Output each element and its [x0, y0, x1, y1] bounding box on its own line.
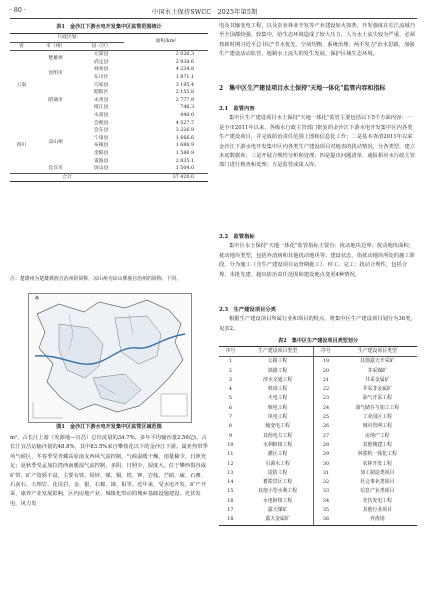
table2-type: 火电工程 [267, 395, 288, 402]
table1-county: 宁南县 [94, 135, 109, 141]
table2-row [219, 385, 417, 394]
table2-no-right: 24 [314, 404, 338, 413]
table1-county: 屏山县 [94, 166, 109, 172]
table2-type: 输变电工程 [265, 423, 290, 430]
table2-type-right: 其他露天开采矿 [360, 358, 395, 365]
table1-city: 昆明市 [48, 71, 63, 77]
table2-type: 机场工程 [267, 386, 288, 393]
table2-row [219, 506, 417, 515]
table1-area: 2 835.1 [175, 158, 194, 164]
section2 [219, 84, 417, 94]
table1-head-province: 省 [10, 42, 33, 51]
table2 [219, 346, 417, 526]
table2-no: 14 [227, 479, 234, 486]
table2-no-right: 26 [314, 422, 338, 431]
table2-type-right: 社会事业类项目 [360, 479, 395, 486]
right-paragraph: 电及其输变电工程，以及农业林业开发等产业建设如火如荼，开发强度在长江流域乃至全国都较强、较集中，给生态环境造成了较大压力，人为水土流失较为严重，必须按新时期习近平总书记"节水优先、空间均衡、系统治理、两手发力"治水思路，加强生产建设活动监管，遏制水土流失的发生发展，保护区域生态环境。 [219, 23, 415, 58]
table2-no-right: 33 [314, 487, 338, 496]
table2-head-no-2: 序号 [314, 347, 338, 357]
table1 [10, 33, 208, 182]
section23-text: 根据生产建设项目所属行业和项目的特点，将集中区生产建设项目划分为36类，见表2。 [219, 316, 416, 332]
section22-title: 2.2 监管指标 [219, 234, 255, 240]
table2-no: 1 [228, 358, 232, 365]
table2-row [219, 432, 417, 441]
section21-text: 集中区生产建设项目水土保持"天地一体化"监管主要包括以下5个方面内容：一是全市2011年以来，各级水行政主管部门批复的金沙江下游水电开发集中区内各类生产建设项目，并完成防治责任范围上图和信息化工作；二是基本查清2011年以来金沙江下游水电开发集中区内各类生产建设项目对地表的扰动情况，分各类型，建立本底数据库；三是开展合规性分析和处理；四是提出问题清单，通报相应水行政主管部门进行核查和处理；五是监管成果入库。 [219, 115, 415, 169]
table2-head-type-2: 生产建设项目类型 [338, 347, 417, 357]
table2-row [219, 515, 417, 525]
table2-no-right: 32 [314, 478, 338, 487]
journal-title: 中国水土保持SWCC 2025年第5期 [152, 9, 258, 16]
header-rule [10, 18, 417, 19]
page-number: · 80 · [10, 7, 26, 14]
table2-type: 风电工程 [267, 414, 288, 421]
table1-area: 2 938.6 [175, 59, 194, 65]
table1-row [10, 51, 208, 59]
table2-type: 其他电力工程 [262, 432, 293, 439]
section23-title: 2.3 生产建设项目分类 [219, 307, 276, 313]
table2-type: 引调水工程 [265, 460, 290, 467]
table2-head-type: 生产建设项目类型 [242, 347, 314, 357]
region-map [28, 293, 192, 423]
table2-row [219, 478, 417, 487]
table2-no: 13 [227, 469, 234, 476]
table1-area: 2 155.8 [175, 90, 194, 96]
table2-no: 4 [228, 386, 232, 393]
section21-title: 2.1 监管内容 [219, 106, 255, 112]
table2-type-right: 林浆纸一体化工程 [357, 451, 397, 458]
table2-row [219, 422, 417, 431]
table2-type: 灌区工程 [267, 451, 288, 458]
table1-county: 永善县 [94, 97, 109, 103]
table2-type-right: 信息产业类项目 [360, 488, 395, 495]
table2-no-right: 28 [314, 441, 338, 450]
section22 [219, 233, 417, 280]
table2-no: 11 [227, 451, 234, 458]
table2-type: 公路工程 [267, 358, 288, 365]
table1-province: 云南 [16, 82, 27, 88]
table1-row [10, 120, 208, 128]
table2-no: 12 [227, 460, 234, 467]
table2-no: 3 [228, 376, 232, 383]
table1-row [10, 66, 208, 74]
table1-area: 4 234.8 [175, 67, 194, 73]
table1-county: 东川区 [94, 74, 109, 80]
table2-no-right: 19 [314, 357, 338, 367]
table2-no: 8 [228, 423, 232, 430]
table2-row [219, 460, 417, 469]
table2-row [219, 487, 417, 496]
table2-no-right: 25 [314, 413, 338, 422]
table2-no-right: 27 [314, 432, 338, 441]
table2-no-right: 21 [314, 376, 338, 385]
table1-area: 1 871.1 [175, 74, 194, 80]
table2-head-no: 序号 [219, 347, 242, 357]
table2-no: 18 [219, 515, 242, 525]
running-header [10, 6, 417, 18]
table2-no: 15 [227, 488, 234, 495]
table2-no: 17 [227, 507, 234, 514]
table2-no: 10 [227, 441, 234, 448]
table1-area: 3 226.9 [175, 128, 194, 134]
table2-type-right: 房地产工程 [365, 432, 390, 439]
table1-caption: 表1 金沙江下游水电开发集中区监管范围统计 [56, 24, 162, 30]
table2-type: 水利枢纽工程 [262, 441, 293, 448]
table2-row [219, 367, 417, 376]
table1-county: 昭阳区 [94, 90, 109, 96]
table1-city: 昭通市 [48, 97, 63, 103]
table1-head-admin: 行政区划 [10, 34, 124, 43]
table1-total-label: 合计 [10, 173, 124, 182]
table1-area: 3 195.4 [175, 82, 194, 88]
table2-type: 蓄滞洪区工程 [262, 479, 293, 486]
table1-row [10, 82, 208, 90]
table2-type: 核电工程 [267, 404, 288, 411]
table1-county: 布拖县 [94, 143, 109, 149]
table1-area: 440.0 [180, 112, 194, 118]
table2-no-right: 31 [314, 469, 338, 478]
table1-county: 雷波县 [94, 158, 109, 164]
table2-type: 堤防工程 [267, 469, 288, 476]
table2-no-right: 36 [314, 515, 338, 525]
table1-area: 1 666.6 [175, 135, 194, 141]
table2-type: 水电枢纽工程 [262, 497, 293, 504]
table2-type: 露天煤矿 [267, 507, 288, 514]
table2-caption: 表2 集中区生产建设项目类型划分 [278, 338, 358, 344]
table2-no-right: 20 [314, 367, 338, 376]
table2-type-right: 油气开采工程 [362, 395, 392, 402]
table2-row [219, 394, 417, 403]
table2-no: 6 [228, 404, 232, 411]
table2-no: 7 [228, 414, 232, 421]
table1-county: 金阳县 [94, 150, 109, 156]
table2-type: 其他小型水利工程 [258, 488, 298, 495]
table1-city: 楚雄州 [48, 55, 63, 61]
table2-no-right: 30 [314, 460, 338, 469]
table2-type-right: 农林开发工程 [362, 460, 392, 467]
table1-county: 武定县 [94, 59, 109, 65]
table2-type-right: 井采煤矿 [367, 367, 388, 374]
table1-county: 会理县 [94, 120, 109, 126]
table1-county: 巧家县 [94, 82, 109, 88]
table1-county: 元谋县 [94, 52, 109, 58]
table2-no-right: 29 [314, 450, 338, 459]
table1-area: 4 527.7 [175, 120, 194, 126]
table1-note: 注：楚雄州为楚雄彝族自治州的简称，凉山州为凉山彝族自治州的简称，下同。 [10, 276, 182, 282]
table2-type-right: 工业园区工程 [362, 414, 392, 421]
figure1-caption: 图1 金沙江下游水电开发集中区监管区域范围 [56, 424, 162, 430]
table1-head-area: 面积/km² [124, 34, 208, 51]
right-top-text [219, 22, 417, 60]
table2-no-right: 35 [314, 506, 338, 515]
left-body-text [10, 434, 208, 509]
table2-no-right: 23 [314, 394, 338, 403]
section23 [219, 306, 417, 334]
table1-area: 746.3 [180, 105, 194, 111]
table2-row [219, 469, 417, 478]
table2-row [219, 404, 417, 413]
table2-row [219, 413, 417, 422]
table1-city: 宜宾市 [48, 166, 63, 172]
table2-no-right: 34 [314, 497, 338, 506]
table2-row [219, 357, 417, 367]
section22-text: 集中区水土保持"天地一体化"监管指标主要有：扰动地块边界；扰动地块面积；扰动地块类型，包括弃渣场和其他扰动地块等；建设状态，指扰动地块所处的施工阶段，分为施工（含生产建设项目运营期施工）、停工、完工；扰动合规性，包括合规、未批先建、超出防治责任范围和建设地点变更4种情况。 [219, 243, 415, 278]
table2-type-right: 油气储存与加工工程 [355, 404, 400, 411]
table2-row [219, 497, 417, 506]
table2-no: 9 [228, 432, 232, 439]
table2-no-right: 22 [314, 385, 338, 394]
table2-type-right: 光伏发电工程 [362, 497, 392, 504]
section2-title: 2 集中区生产建设项目水土保持"天地一体化"监管内容和指标 [219, 85, 386, 92]
region-map-graphic [29, 294, 191, 422]
table2-type: 铁路工程 [267, 367, 288, 374]
table1-head-county: 县（区） [78, 42, 124, 51]
table2-type: 露天金属矿 [242, 515, 314, 525]
table2-type-right: 弃渣场 [338, 515, 417, 525]
table1-county: 会东县 [94, 128, 109, 134]
table2-no: 5 [228, 395, 232, 402]
table1-area: 1 686.9 [175, 143, 194, 149]
table1-total-area: 37 420.0 [124, 173, 208, 182]
table1-county: 绥江县 [94, 105, 109, 111]
table2-type: 涉水交通工程 [262, 376, 293, 383]
table1-area: 2 026.3 [175, 52, 194, 58]
table2-row [219, 376, 417, 385]
table1-county: 禄劝县 [94, 67, 109, 73]
table2-type-right: 井采金属矿 [365, 376, 390, 383]
table1-county: 水富县 [94, 112, 109, 118]
left-paragraph: m²，占长江上游（发源地—宜昌）总径流量的34.7%，多年平均输沙量2.56亿t，占长江宜昌站输沙量的48.8%，其中83.5%来自攀枝花以下的金沙江下游。属亚热带季风气候区，冬春季受青藏高原南支西风气流控制，气候温暖干燥，雨量稀少，日照充足；夏秋季受孟加拉湾西南暖湿气流控制，多阴、日照少，湿度大。位于攀西裂谷成矿带，矿产资源丰富，主要有铁、铅锌、煤、铜、铁、钾、岩盐、芒硝、硫、石膏、石灰石、大理岩、花岗岩、金、银、石棉、锑、钼等。近年来，受水电开发、矿产开采、康养产业发展影响，区内房地产业、城镇化带动的城乡基础设施建设、光伏发电、风力发 [10, 435, 208, 507]
table1-province: 四川 [16, 143, 27, 149]
table1-head-city: 市（州） [33, 42, 79, 51]
table2-type-right: 其他行业项目 [362, 507, 392, 514]
table1-city: 凉山州 [48, 139, 63, 145]
table1-area: 1 586.9 [175, 150, 194, 156]
table1-row [10, 165, 208, 173]
table2-type-right: 其他城建工程 [362, 441, 392, 448]
section21 [219, 105, 417, 171]
table2-no: 16 [227, 497, 234, 504]
table2-type-right: 井采非金属矿 [362, 386, 392, 393]
table2-type-right: 城市管网工程 [362, 423, 392, 430]
table2-row [219, 450, 417, 459]
table1-area: 2 777.9 [175, 97, 194, 103]
table2-row [219, 441, 417, 450]
table2-no: 2 [228, 367, 232, 374]
table1-area: 1 504.0 [175, 166, 194, 172]
table2-type-right: 加工制造类项目 [360, 469, 395, 476]
